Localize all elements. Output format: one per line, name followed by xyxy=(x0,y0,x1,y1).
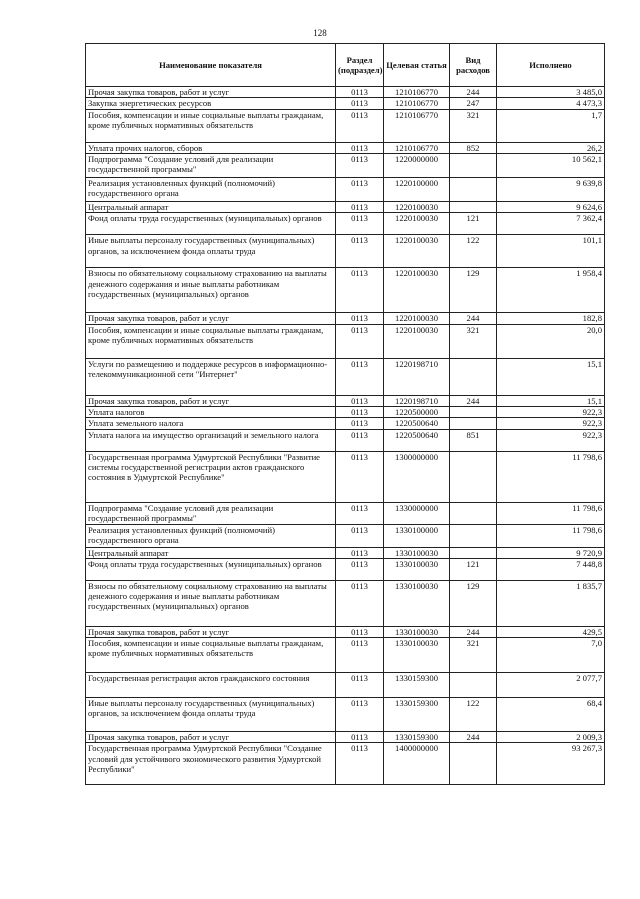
row-section: 0113 xyxy=(336,743,384,785)
row-kind xyxy=(450,201,497,212)
table-row xyxy=(86,698,605,732)
row-section: 0113 xyxy=(336,324,384,358)
row-target: 1220100000 xyxy=(384,177,450,201)
row-target: 1330100030 xyxy=(384,638,450,673)
row-name: Реализация установленных функций (полномочий) государственного органа xyxy=(86,524,336,547)
page-number: 128 xyxy=(313,28,327,38)
row-target: 1220198710 xyxy=(384,358,450,395)
row-section: 0113 xyxy=(336,395,384,406)
row-kind: 129 xyxy=(450,268,497,313)
table-row xyxy=(86,177,605,201)
row-section: 0113 xyxy=(336,626,384,637)
table-row xyxy=(86,142,605,153)
row-value: 922,3 xyxy=(497,429,605,451)
row-value: 9 624,6 xyxy=(497,201,605,212)
row-kind: 244 xyxy=(450,626,497,637)
row-section: 0113 xyxy=(336,213,384,235)
row-kind: 244 xyxy=(450,395,497,406)
budget-execution-table xyxy=(85,43,605,785)
row-target: 1300000000 xyxy=(384,451,450,502)
row-target: 1220100030 xyxy=(384,201,450,212)
row-section: 0113 xyxy=(336,558,384,580)
row-name: Подпрограмма "Создание условий для реализации государственной программы" xyxy=(86,502,336,524)
row-name: Прочая закупка товаров, работ и услуг xyxy=(86,626,336,637)
row-value: 11 798,6 xyxy=(497,502,605,524)
row-target: 1330100030 xyxy=(384,547,450,558)
row-kind: 244 xyxy=(450,313,497,324)
table-row xyxy=(86,418,605,429)
table-row xyxy=(86,524,605,547)
row-value: 101,1 xyxy=(497,235,605,268)
row-name: Государственная программа Удмуртской Республики "Развитие системы государственной регистрации актов гражданского состояния в Удмуртской Республике" xyxy=(86,451,336,502)
row-name: Уплата прочих налогов, сборов xyxy=(86,142,336,153)
row-target: 1220100030 xyxy=(384,268,450,313)
row-name: Пособия, компенсации и иные социальные выплаты гражданам, кроме публичных нормативных обязательств xyxy=(86,638,336,673)
row-target: 1220000000 xyxy=(384,153,450,177)
row-kind xyxy=(450,358,497,395)
row-value: 2 009,3 xyxy=(497,732,605,743)
table-row xyxy=(86,395,605,406)
row-section: 0113 xyxy=(336,109,384,142)
row-value: 1 958,4 xyxy=(497,268,605,313)
table-row xyxy=(86,98,605,109)
row-value: 7 448,8 xyxy=(497,558,605,580)
row-name: Фонд оплаты труда государственных (муниципальных) органов xyxy=(86,558,336,580)
row-value: 93 267,3 xyxy=(497,743,605,785)
table-row xyxy=(86,201,605,212)
table-row xyxy=(86,213,605,235)
row-value: 20,0 xyxy=(497,324,605,358)
row-name: Подпрограмма "Создание условий для реализации государственной программы" xyxy=(86,153,336,177)
row-value: 182,8 xyxy=(497,313,605,324)
row-target: 1330100000 xyxy=(384,524,450,547)
row-section: 0113 xyxy=(336,502,384,524)
header-kind: Вид расходов xyxy=(450,44,497,87)
table-row xyxy=(86,673,605,698)
row-value: 1 835,7 xyxy=(497,580,605,626)
row-name: Фонд оплаты труда государственных (муниципальных) органов xyxy=(86,213,336,235)
row-value: 9 639,8 xyxy=(497,177,605,201)
row-kind: 247 xyxy=(450,98,497,109)
table-row xyxy=(86,109,605,142)
row-value: 429,5 xyxy=(497,626,605,637)
row-kind xyxy=(450,451,497,502)
table-header xyxy=(86,44,605,87)
row-name: Пособия, компенсации и иные социальные выплаты гражданам, кроме публичных нормативных обязательств xyxy=(86,109,336,142)
row-target: 1210106770 xyxy=(384,109,450,142)
row-name: Взносы по обязательному социальному страхованию на выплаты денежного содержания и иные выплаты работникам государственных (муниципальных) органов xyxy=(86,580,336,626)
row-target: 1330159300 xyxy=(384,673,450,698)
table-row xyxy=(86,502,605,524)
row-name: Реализация установленных функций (полномочий) государственного органа xyxy=(86,177,336,201)
row-kind: 121 xyxy=(450,558,497,580)
row-section: 0113 xyxy=(336,268,384,313)
row-kind: 122 xyxy=(450,235,497,268)
row-kind xyxy=(450,406,497,417)
row-kind: 244 xyxy=(450,732,497,743)
row-target: 1210106770 xyxy=(384,98,450,109)
row-kind: 321 xyxy=(450,324,497,358)
row-value: 15,1 xyxy=(497,395,605,406)
row-value: 11 798,6 xyxy=(497,524,605,547)
row-target: 1220500640 xyxy=(384,418,450,429)
row-target: 1220500000 xyxy=(384,406,450,417)
row-name: Центральный аппарат xyxy=(86,201,336,212)
row-section: 0113 xyxy=(336,732,384,743)
table-row xyxy=(86,638,605,673)
row-value: 15,1 xyxy=(497,358,605,395)
row-section: 0113 xyxy=(336,673,384,698)
header-executed: Исполнено xyxy=(497,44,605,87)
row-kind: 321 xyxy=(450,638,497,673)
row-name: Прочая закупка товаров, работ и услуг xyxy=(86,732,336,743)
row-kind: 122 xyxy=(450,698,497,732)
row-value: 9 720,9 xyxy=(497,547,605,558)
row-target: 1330100030 xyxy=(384,580,450,626)
row-kind: 851 xyxy=(450,429,497,451)
row-section: 0113 xyxy=(336,358,384,395)
row-target: 1330159300 xyxy=(384,698,450,732)
row-section: 0113 xyxy=(336,451,384,502)
table-row xyxy=(86,626,605,637)
row-target: 1220198710 xyxy=(384,395,450,406)
table-row xyxy=(86,313,605,324)
row-section: 0113 xyxy=(336,429,384,451)
row-kind xyxy=(450,673,497,698)
row-name: Уплата налога на имущество организаций и земельного налога xyxy=(86,429,336,451)
row-name: Государственная программа Удмуртской Республики "Создание условий для устойчивого экономического развития Удмуртской Республики" xyxy=(86,743,336,785)
row-name: Уплата налогов xyxy=(86,406,336,417)
row-name: Закупка энергетических ресурсов xyxy=(86,98,336,109)
row-section: 0113 xyxy=(336,638,384,673)
row-name: Взносы по обязательному социальному страхованию на выплаты денежного содержания и иные выплаты работникам государственных (муниципальных) органов xyxy=(86,268,336,313)
table-row xyxy=(86,235,605,268)
row-kind: 852 xyxy=(450,142,497,153)
row-value: 7,0 xyxy=(497,638,605,673)
row-target: 1330100030 xyxy=(384,558,450,580)
row-name: Услуги по размещению и поддержке ресурсов в информационно-телекоммуникационной сети "Интернет" xyxy=(86,358,336,395)
row-value: 3 485,0 xyxy=(497,87,605,98)
row-name: Государственная регистрация актов гражданского состояния xyxy=(86,673,336,698)
row-kind xyxy=(450,547,497,558)
row-target: 1220100030 xyxy=(384,235,450,268)
table-row xyxy=(86,268,605,313)
row-section: 0113 xyxy=(336,698,384,732)
row-name: Пособия, компенсации и иные социальные выплаты гражданам, кроме публичных нормативных обязательств xyxy=(86,324,336,358)
row-section: 0113 xyxy=(336,580,384,626)
row-section: 0113 xyxy=(336,177,384,201)
table-row xyxy=(86,580,605,626)
row-name: Прочая закупка товаров, работ и услуг xyxy=(86,395,336,406)
header-target: Целевая статья xyxy=(384,44,450,87)
header-name: Наименование показателя xyxy=(86,44,336,87)
table-row xyxy=(86,732,605,743)
row-value: 7 362,4 xyxy=(497,213,605,235)
row-kind xyxy=(450,153,497,177)
table-row xyxy=(86,451,605,502)
row-value: 68,4 xyxy=(497,698,605,732)
table-row xyxy=(86,429,605,451)
row-name: Прочая закупка товаров, работ и услуг xyxy=(86,313,336,324)
row-target: 1210106770 xyxy=(384,142,450,153)
row-target: 1400000000 xyxy=(384,743,450,785)
row-kind xyxy=(450,743,497,785)
row-kind: 321 xyxy=(450,109,497,142)
row-value: 1,7 xyxy=(497,109,605,142)
row-name: Прочая закупка товаров, работ и услуг xyxy=(86,87,336,98)
row-value: 2 077,7 xyxy=(497,673,605,698)
row-value: 26,2 xyxy=(497,142,605,153)
row-value: 4 473,3 xyxy=(497,98,605,109)
table-row xyxy=(86,547,605,558)
row-kind: 121 xyxy=(450,213,497,235)
row-value: 11 798,6 xyxy=(497,451,605,502)
row-section: 0113 xyxy=(336,418,384,429)
row-name: Уплата земельного налога xyxy=(86,418,336,429)
row-section: 0113 xyxy=(336,87,384,98)
row-kind xyxy=(450,177,497,201)
row-section: 0113 xyxy=(336,406,384,417)
table-row xyxy=(86,87,605,98)
row-section: 0113 xyxy=(336,201,384,212)
row-name: Иные выплаты персоналу государственных (муниципальных) органов, за исключением фонда оплаты труда xyxy=(86,698,336,732)
row-section: 0113 xyxy=(336,235,384,268)
row-target: 1330100030 xyxy=(384,626,450,637)
row-value: 922,3 xyxy=(497,418,605,429)
row-target: 1330159300 xyxy=(384,732,450,743)
table-row xyxy=(86,406,605,417)
table-row xyxy=(86,743,605,785)
row-value: 922,3 xyxy=(497,406,605,417)
row-target: 1220100030 xyxy=(384,324,450,358)
row-section: 0113 xyxy=(336,142,384,153)
table-row xyxy=(86,153,605,177)
row-section: 0113 xyxy=(336,153,384,177)
row-section: 0113 xyxy=(336,547,384,558)
row-kind xyxy=(450,418,497,429)
table-row xyxy=(86,324,605,358)
row-name: Центральный аппарат xyxy=(86,547,336,558)
row-section: 0113 xyxy=(336,98,384,109)
table-row xyxy=(86,558,605,580)
row-target: 1220500640 xyxy=(384,429,450,451)
row-kind xyxy=(450,502,497,524)
row-target: 1210106770 xyxy=(384,87,450,98)
row-target: 1330000000 xyxy=(384,502,450,524)
row-section: 0113 xyxy=(336,313,384,324)
row-kind: 129 xyxy=(450,580,497,626)
table-row xyxy=(86,358,605,395)
row-name: Иные выплаты персоналу государственных (муниципальных) органов, за исключением фонда оплаты труда xyxy=(86,235,336,268)
row-kind xyxy=(450,524,497,547)
row-target: 1220100030 xyxy=(384,213,450,235)
table-body xyxy=(86,87,605,785)
row-target: 1220100030 xyxy=(384,313,450,324)
row-section: 0113 xyxy=(336,524,384,547)
row-kind: 244 xyxy=(450,87,497,98)
row-value: 10 562,1 xyxy=(497,153,605,177)
header-section: Раздел (подраздел) xyxy=(336,44,384,87)
